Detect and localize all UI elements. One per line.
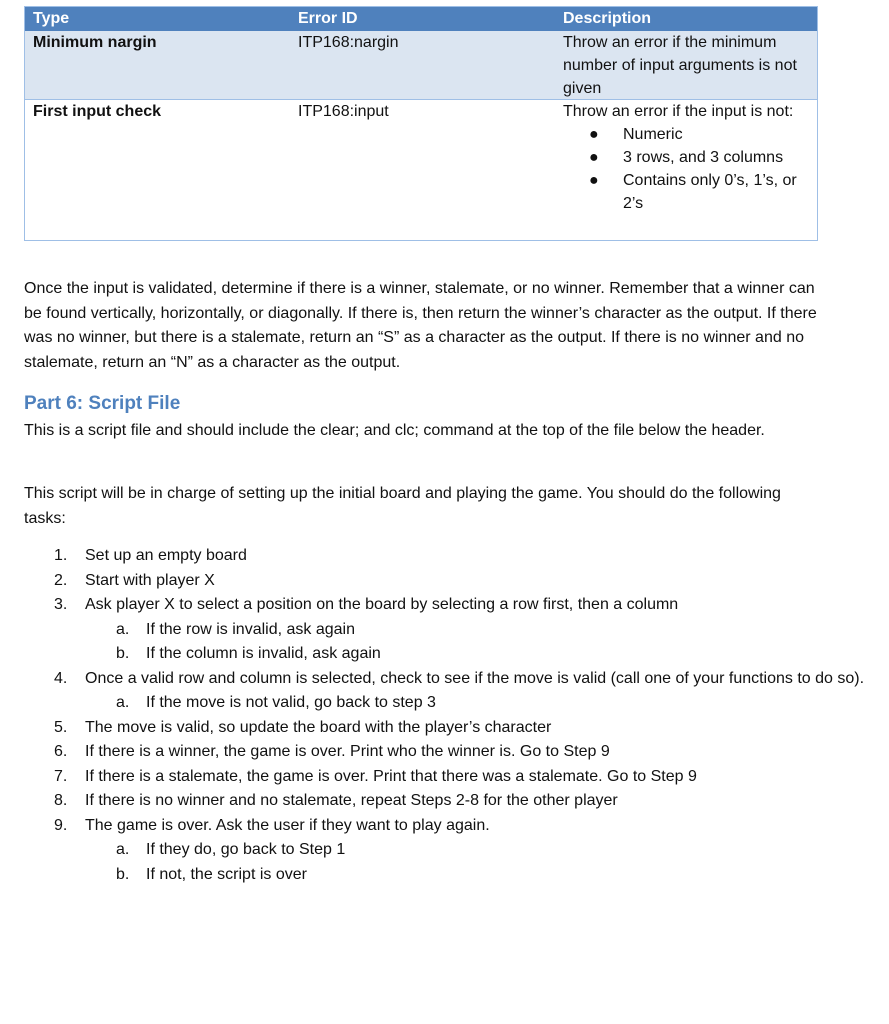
step-text: If there is a stalemate, the game is over. Print that there was a stalemate. Go to Step 9	[85, 767, 697, 785]
list-item	[0, 789, 889, 814]
table-header	[25, 7, 817, 31]
steps-list	[0, 544, 889, 887]
list-item	[0, 569, 889, 594]
cell-error-id: ITP168:input	[298, 103, 389, 120]
step-text: If there is no winner and no stalemate, repeat Steps 2-8 for the other player	[85, 792, 618, 809]
list-item	[0, 544, 889, 569]
step-text: The game is over. Ask the user if they want to play again.	[85, 816, 490, 834]
cell-type: Minimum nargin	[33, 34, 157, 51]
header-error-id: Error ID	[298, 10, 358, 27]
sub-letter: b.	[116, 645, 130, 662]
cell-description	[555, 100, 817, 240]
description-text: Throw an error if the input is not:	[563, 103, 794, 120]
step-number: 8.	[54, 792, 68, 809]
list-item	[0, 593, 889, 618]
step-number: 9.	[54, 816, 68, 834]
sub-text: If the row is invalid, ask again	[146, 620, 355, 638]
bullet-text: Numeric	[623, 126, 683, 143]
header-type: Type	[33, 10, 70, 27]
section-heading: Part 6: Script File	[24, 393, 181, 414]
bullet-list	[563, 123, 817, 215]
list-item	[0, 716, 889, 741]
bullet-text: 3 rows, and 3 columns	[623, 149, 784, 166]
step-text: If there is a winner, the game is over. Print who the winner is. Go to Step 9	[85, 743, 610, 760]
step-number: 4.	[54, 669, 68, 687]
header-description: Description	[563, 10, 652, 27]
bullet-item	[563, 146, 817, 169]
sub-text: If they do, go back to Step 1	[146, 841, 346, 858]
table-row	[25, 100, 817, 240]
bullet-item	[563, 123, 817, 146]
list-item	[0, 740, 889, 765]
sub-text: If the column is invalid, ask again	[146, 645, 381, 662]
sub-list-item	[0, 838, 889, 863]
step-text: Ask player X to select a position on the board by selecting a row first, then a column	[85, 596, 679, 613]
sub-list-item	[0, 863, 889, 888]
bullet-icon: ●	[589, 126, 599, 143]
sub-text: If the move is not valid, go back to step 3	[146, 694, 436, 711]
step-number: 7.	[54, 767, 68, 785]
list-item	[0, 814, 889, 839]
sub-list-item	[0, 642, 889, 667]
sub-letter: a.	[116, 841, 130, 858]
sub-text: If not, the script is over	[146, 865, 307, 883]
bullet-item	[563, 169, 817, 215]
sub-list-item	[0, 618, 889, 643]
step-number: 5.	[54, 718, 68, 736]
bullet-icon: ●	[589, 149, 599, 166]
step-text: Once a valid row and column is selected, check to see if the move is valid (call one of your functions to do so).	[85, 669, 865, 687]
tasks-paragraph: This script will be in charge of setting up the initial board and playing the game. You should do the following tasks:	[24, 485, 781, 527]
step-text: The move is valid, so update the board with the player’s character	[85, 718, 552, 736]
step-number: 6.	[54, 743, 68, 760]
table-row	[25, 31, 817, 100]
cell-description: Throw an error if the minimum number of input arguments is not given	[563, 34, 797, 97]
step-number: 1.	[54, 547, 68, 564]
step-number: 3.	[54, 596, 68, 613]
script-paragraph: This is a script file and should include the clear; and clc; command at the top of the file below the header.	[24, 422, 765, 439]
step-text: Set up an empty board	[85, 547, 247, 564]
cell-type: First input check	[33, 103, 162, 120]
bullet-icon: ●	[589, 172, 599, 189]
sub-letter: a.	[116, 694, 130, 711]
validation-paragraph: Once the input is validated, determine if there is a winner, stalemate, or no winner. Remember that a winner can be found vertically, horizontally, or diagonally. If there is, then return the winner’s character as the output. If there was no winner, but there is a stalemate, return an “S” as a character as the output. If there is no winner and no stalemate, return an “N” as a character as the output.	[24, 280, 817, 371]
bullet-text: Contains only 0’s, 1’s, or 2’s	[623, 172, 797, 212]
sub-list-item	[0, 691, 889, 716]
sub-letter: b.	[116, 865, 130, 883]
error-table	[24, 6, 818, 241]
step-text: Start with player X	[85, 571, 215, 589]
sub-letter: a.	[116, 620, 130, 638]
list-item	[0, 765, 889, 790]
cell-error-id: ITP168:nargin	[298, 34, 399, 51]
list-item	[0, 667, 889, 692]
step-number: 2.	[54, 571, 68, 589]
